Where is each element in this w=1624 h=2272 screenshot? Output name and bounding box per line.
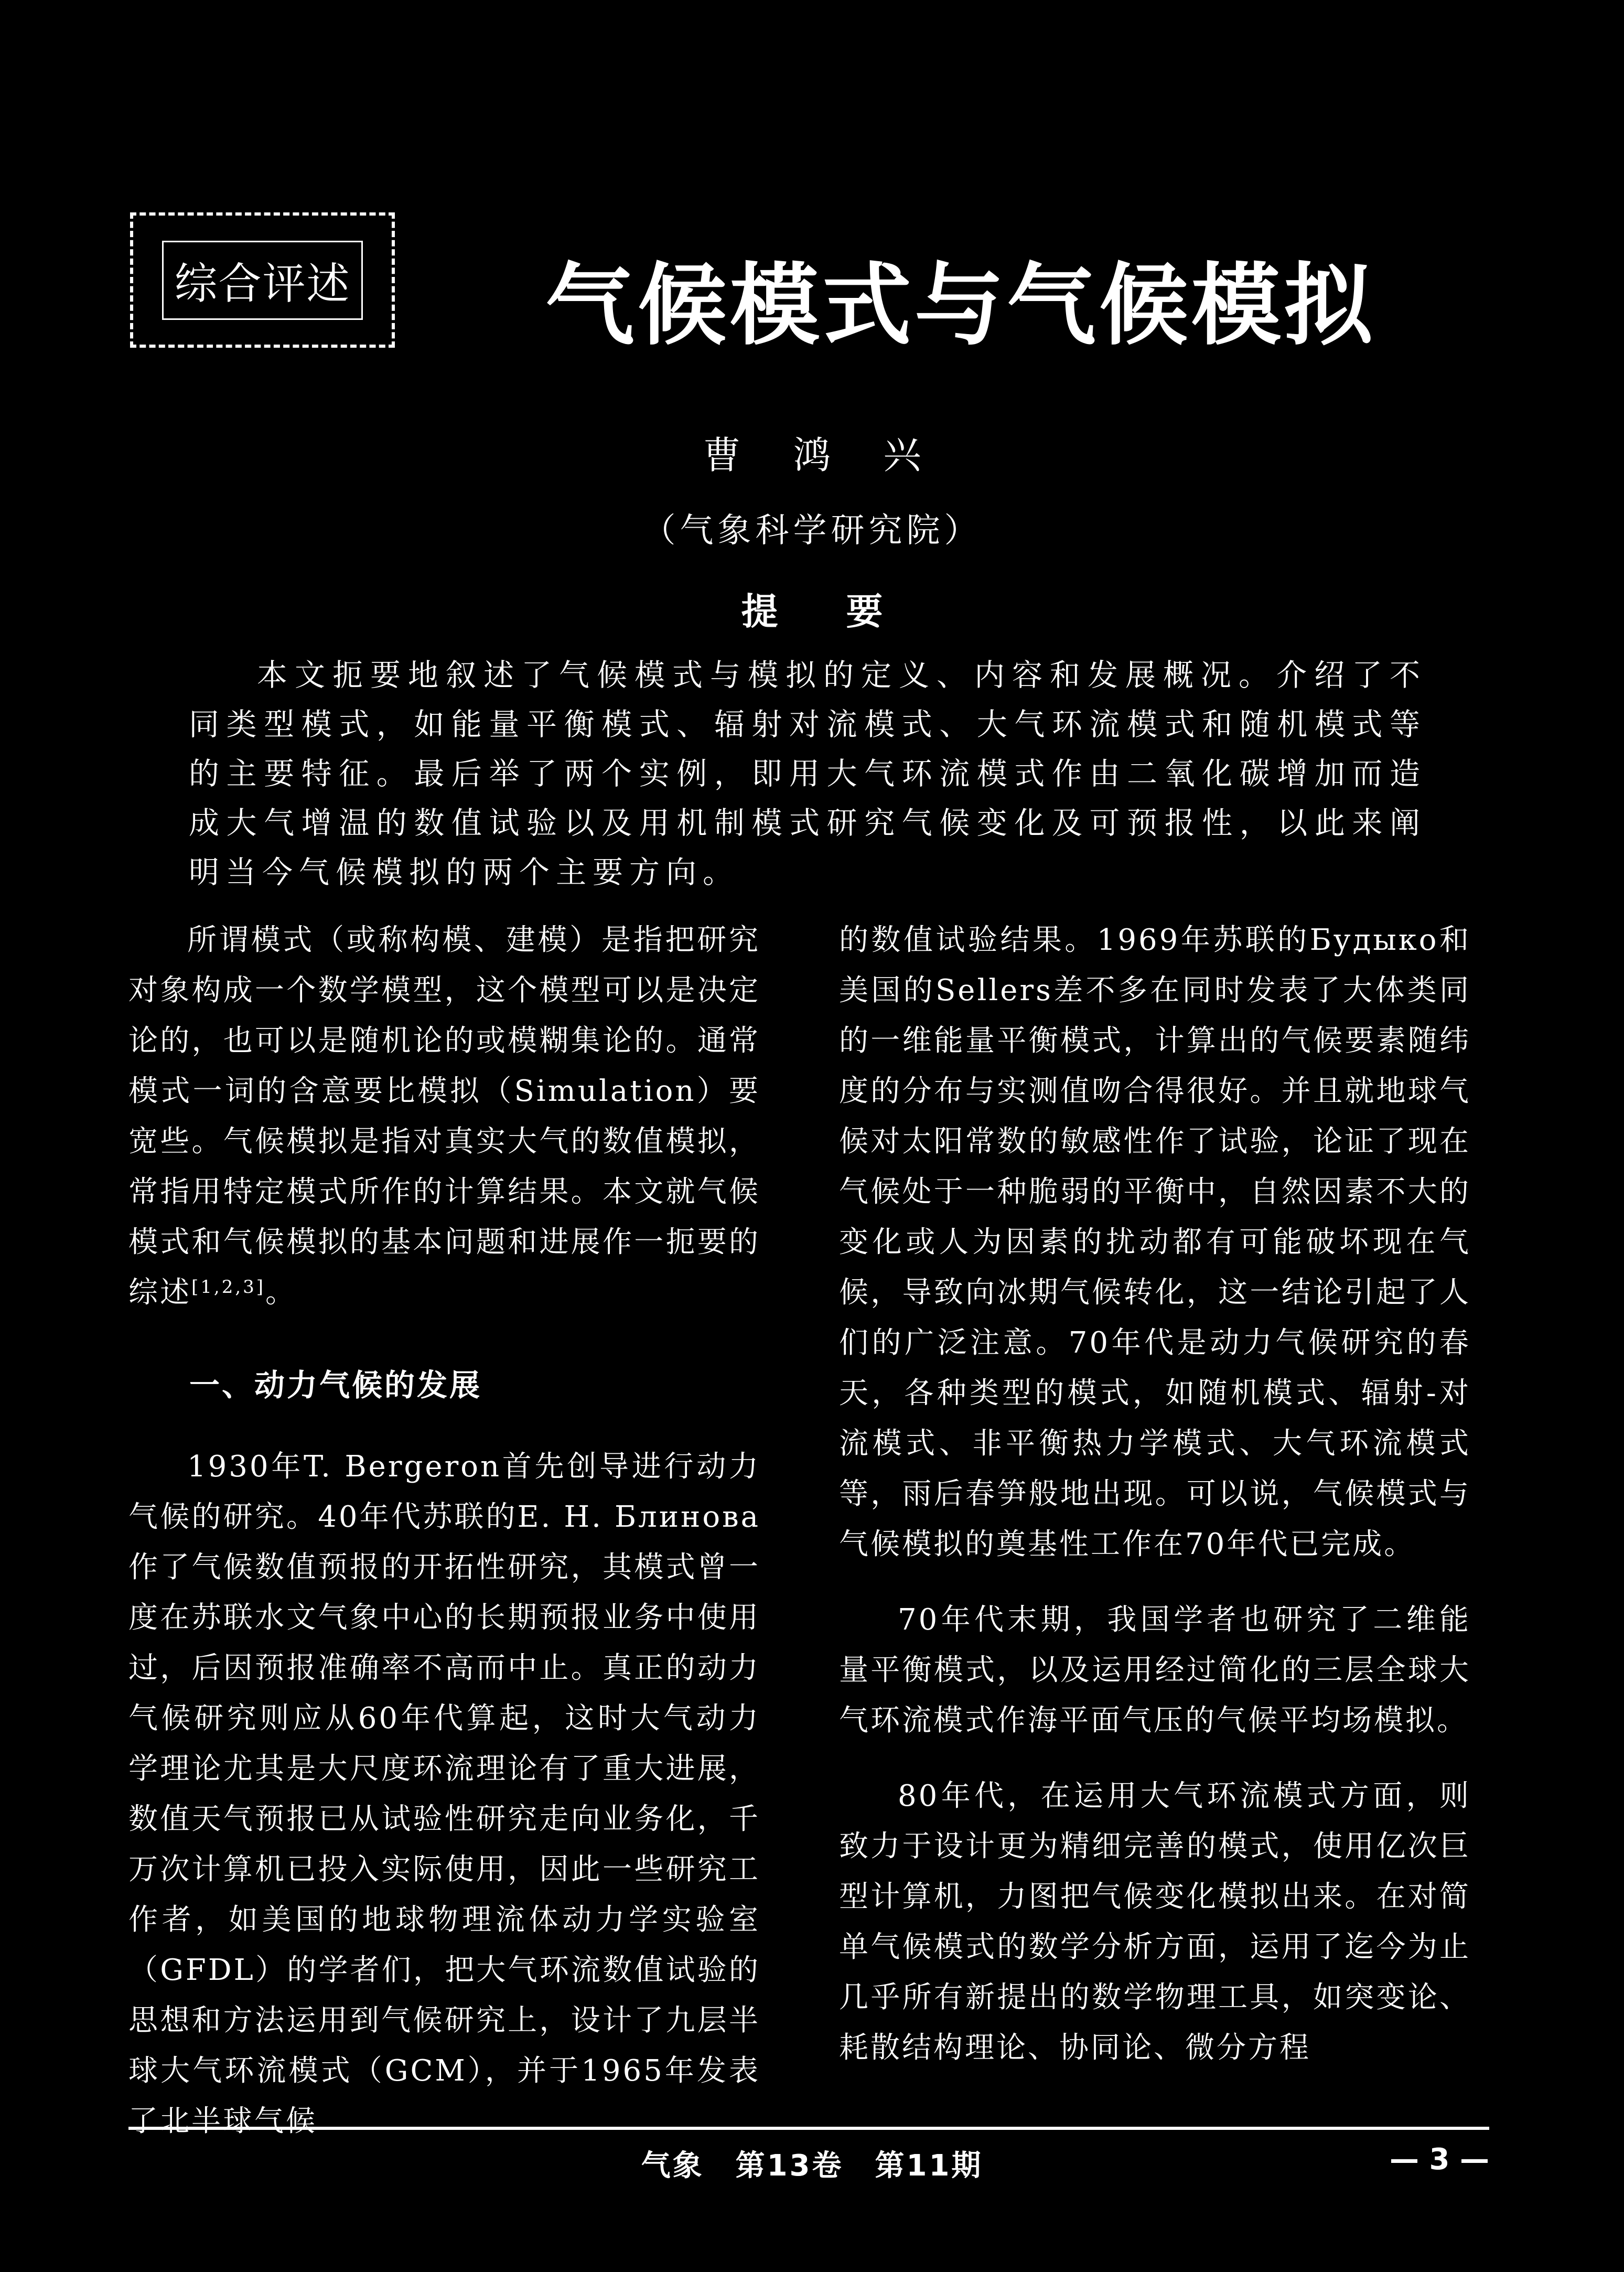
abstract-heading: 提要 (741, 590, 951, 633)
footer-journal-info: 气象 第13卷 第11期 (641, 2149, 983, 2183)
right-paragraph-3: 80年代，在运用大气环流模式方面，则致力于设计更为精细完善的模式，使用亿次巨型计算机，力图把气候变化模拟出来。在对简单气候模式的数学分析方面，运用了迄今为止几乎所有新提出的数学物理工具，如突变论、耗散结构理论、协同论、微分方程 (839, 1779, 1471, 2065)
section-heading-1: 一、动力气候的发展 (189, 1367, 482, 1403)
author-name: 曹鸿兴 (703, 433, 974, 477)
citation-reference: [1,2,3] (191, 1277, 266, 1298)
section-label: 综合评述 (162, 241, 362, 320)
footer-page-number: — 3 — (1390, 2142, 1489, 2177)
left-column (128, 915, 760, 2147)
right-paragraph-1: 的数值试验结果。1969年苏联的Будыко和美国的Sellers差不多在同时发表了大体类同的一维能量平衡模式，计算出的气候要素随纬度的分布与实测值吻合得很好。并且就地球气候对太阳常数的敏感性作了试验，论证了现在气候处于一种脆弱的平衡中，自然因素不大的变化或人为因素的扰动都有可能破坏现在气候，导致向冰期气候转化，这一结论引起了人们的广泛注意。70年代是动力气候研究的春天，各种类型的模式，如随机模式、辐射-对流模式、非平衡热力学模式、大气环流模式等，雨后春笋般地出现。可以说，气候模式与气候模拟的奠基性工作在70年代已完成。 (839, 923, 1471, 1561)
abstract-text: 本文扼要地叙述了气候模式与模拟的定义、内容和发展概况。介绍了不同类型模式，如能量平衡模式、辐射对流模式、大气环流模式和随机模式等的主要特征。最后举了两个实例，即用大气环流模式作由二氧化碳增加而造成大气增温的数值试验以及用机制模式研究气候变化及可预报性，以此来阐明当今气候模拟的两个主要方向。 (189, 657, 1426, 890)
section-label-box (130, 212, 395, 348)
right-paragraph-2: 70年代末期，我国学者也研究了二维能量平衡模式，以及运用经过简化的三层全球大气环流模式作海平面气压的气候平均场模拟。 (839, 1603, 1471, 1738)
article-title: 气候模式与气候模拟 (545, 253, 1376, 358)
left-paragraph-2: 1930年T. Bergeron首先创导进行动力气候的研究。40年代苏联的Е. Н. Блинова作了气候数值预报的开拓性研究，其模式曾一度在苏联水文气象中心的长期预报业务中使用过，后因预报准确率不高而中止。真正的动力气候研究则应从60年代算起，这时大气动力学理论尤其是大尺度环流理论有了重大进展，数值天气预报已从试验性研究走向业务化，千万次计算机已投入实际使用，因此一些研究工作者，如美国的地球物理流体动力学实验室（GFDL）的学者们，把大气环流数值试验的思想和方法运用到气候研究上，设计了九层半球大气环流模式（GCM），并于1965年发表了北半球气候 (128, 1450, 760, 2138)
left-paragraph-1-text: 所谓模式（或称构模、建模）是指把研究对象构成一个数学模型，这个模型可以是决定论的，也可以是随机论的或模糊集论的。通常模式一词的含意要比模拟（Simulation）要宽些。气候模拟是指对真实大气的数值模拟，常指用特定模式所作的计算结果。本文就气候模式和气候模拟的基本问题和进展作一扼要的综述 (128, 923, 760, 1310)
right-column (839, 915, 1471, 2073)
footer-rule (128, 2127, 1489, 2130)
author-affiliation: （气象科学研究院） (642, 511, 982, 550)
left-paragraph-1 (128, 915, 760, 1318)
left-paragraph-1-end: 。 (265, 1276, 297, 1310)
